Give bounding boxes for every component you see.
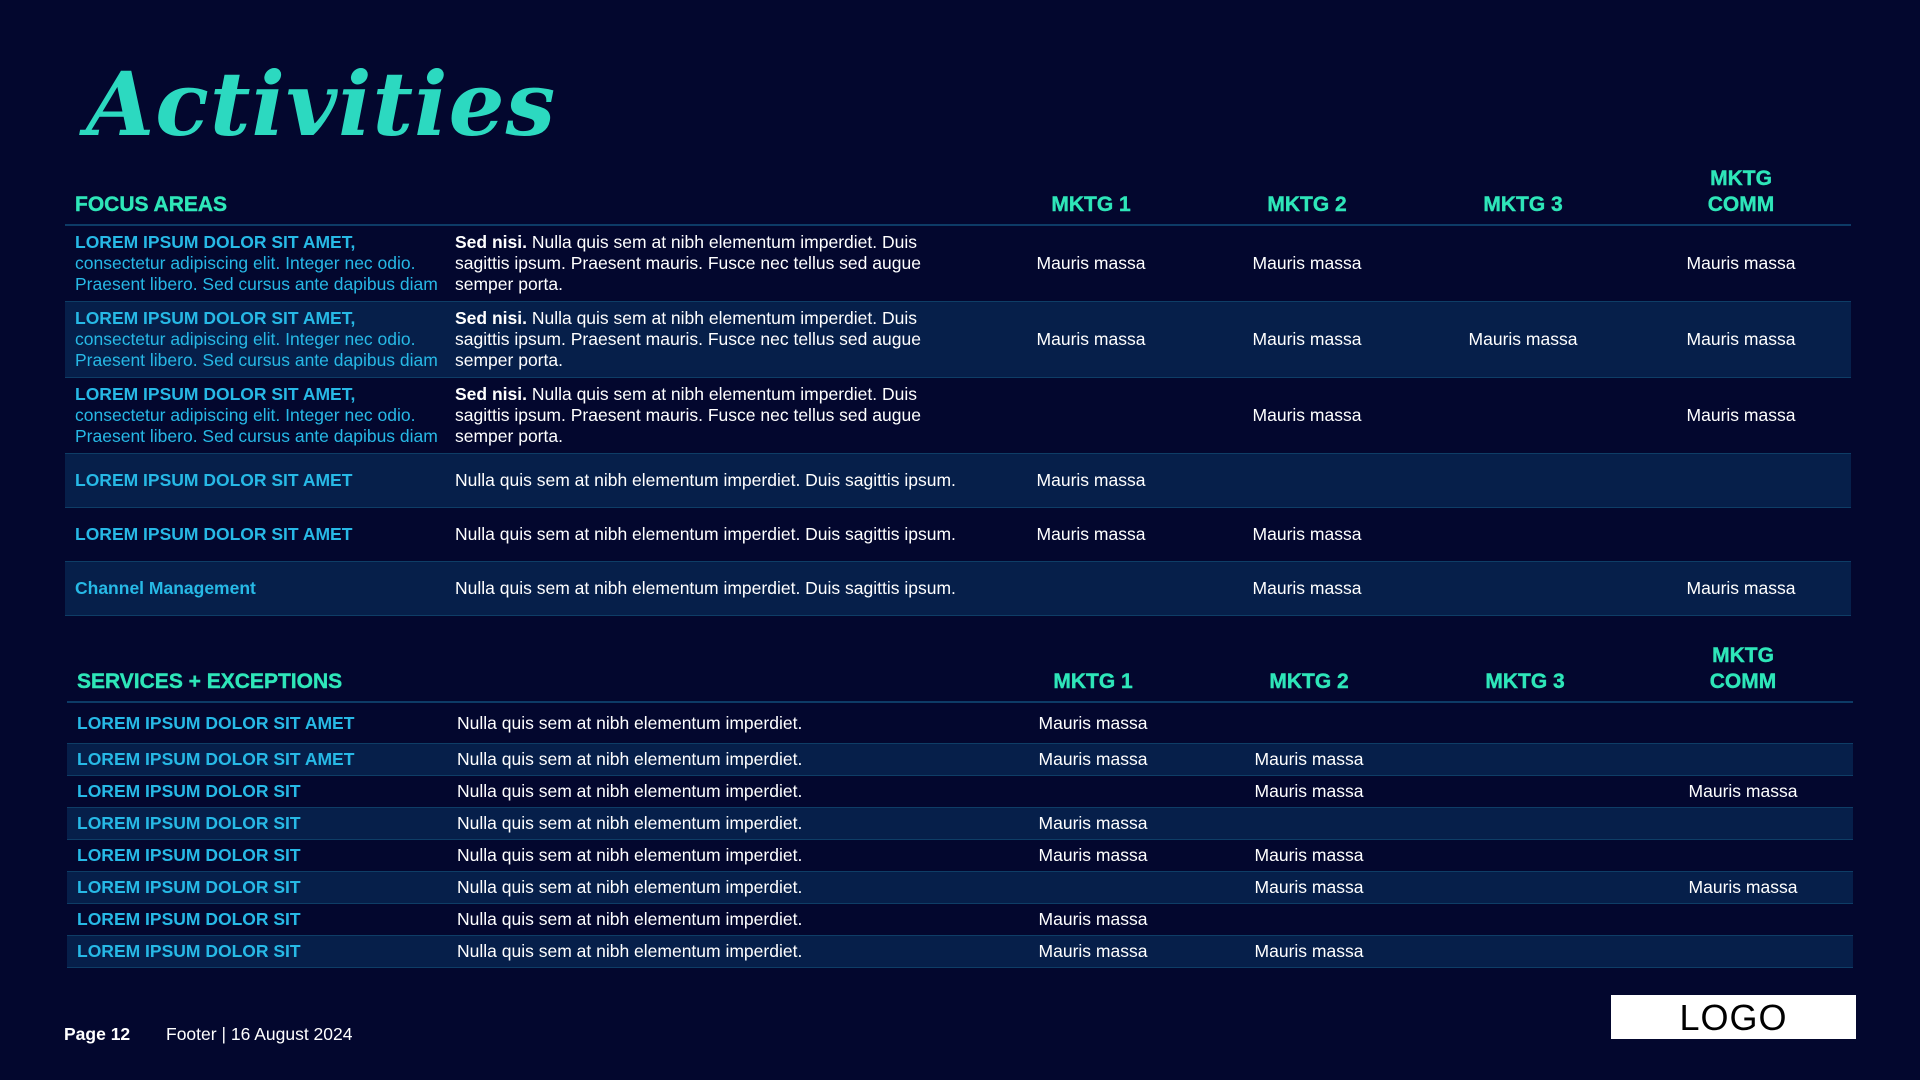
- description-text: Nulla quis sem at nibh elementum imperdiet. Duis sagittis ipsum. Praesent mauris. Fusce nec tellus sed augue semper porta.: [455, 384, 921, 446]
- mktg-3-cell: [1417, 936, 1633, 968]
- focus-area-lead: LOREM IPSUM DOLOR SIT AMET,: [75, 384, 356, 404]
- table-row: [65, 562, 1851, 616]
- mktg-2-cell: [1201, 702, 1417, 744]
- mktg-3-cell: [1417, 744, 1633, 776]
- description-cell: Nulla quis sem at nibh elementum imperdiet.: [455, 936, 985, 968]
- service-area-label: LOREM IPSUM DOLOR SIT: [77, 877, 301, 897]
- mktg-comm-cell: [1633, 936, 1853, 968]
- logo-placeholder: LOGO: [1611, 995, 1856, 1039]
- table-row: [67, 808, 1853, 840]
- mktg-comm-cell: Mauris massa: [1631, 378, 1851, 454]
- focus-area-sub: consectetur adipiscing elit. Integer nec odio. Praesent libero. Sed cursus ante dapibus diam: [75, 405, 438, 446]
- mktg-comm-cell: [1631, 454, 1851, 508]
- service-area-cell: [67, 936, 455, 968]
- description-cell: Nulla quis sem at nibh elementum imperdiet. Duis sagittis ipsum.: [453, 508, 983, 562]
- table-row: [65, 508, 1851, 562]
- table-header-row: [65, 166, 1851, 225]
- mktg-3-cell: [1417, 872, 1633, 904]
- mktg-1-cell: Mauris massa: [983, 302, 1199, 378]
- mktg-3-cell: Mauris massa: [1415, 302, 1631, 378]
- description-text: Nulla quis sem at nibh elementum imperdiet. Duis sagittis ipsum. Praesent mauris. Fusce nec tellus sed augue semper porta.: [455, 232, 921, 294]
- header-comm-line1: MKTG: [1712, 644, 1774, 667]
- service-area-cell: [67, 808, 455, 840]
- table-row: [67, 872, 1853, 904]
- mktg-1-cell: Mauris massa: [985, 936, 1201, 968]
- description-cell: Nulla quis sem at nibh elementum imperdiet. Duis sagittis ipsum.: [453, 454, 983, 508]
- footer-text: Footer | 16 August 2024: [166, 1024, 353, 1044]
- description-text: Nulla quis sem at nibh elementum imperdiet. Duis sagittis ipsum. Praesent mauris. Fusce nec tellus sed augue semper porta.: [455, 308, 921, 370]
- table-row: [67, 776, 1853, 808]
- table-row: [65, 225, 1851, 302]
- focus-area-cell: [65, 508, 453, 562]
- mktg-1-cell: Mauris massa: [985, 808, 1201, 840]
- mktg-comm-cell: Mauris massa: [1631, 225, 1851, 302]
- mktg-1-cell: Mauris massa: [985, 840, 1201, 872]
- focus-area-lead: Channel Management: [75, 578, 256, 598]
- header-comm-line2: COMM: [1709, 670, 1777, 693]
- mktg-comm-cell: [1633, 840, 1853, 872]
- mktg-2-cell: [1201, 904, 1417, 936]
- service-area-label: LOREM IPSUM DOLOR SIT: [77, 781, 301, 801]
- table-row: [67, 904, 1853, 936]
- mktg-2-cell: [1201, 808, 1417, 840]
- service-area-label: LOREM IPSUM DOLOR SIT: [77, 909, 301, 929]
- description-cell: Nulla quis sem at nibh elementum imperdiet.: [455, 808, 985, 840]
- service-area-label: LOREM IPSUM DOLOR SIT AMET: [77, 712, 355, 733]
- service-area-cell: [67, 744, 455, 776]
- mktg-1-cell: [983, 378, 1199, 454]
- focus-area-lead: LOREM IPSUM DOLOR SIT AMET: [75, 470, 353, 490]
- table-row: [65, 454, 1851, 508]
- mktg-comm-cell: Mauris massa: [1631, 302, 1851, 378]
- description-cell: Nulla quis sem at nibh elementum imperdiet.: [455, 702, 985, 744]
- mktg-1-cell: [985, 776, 1201, 808]
- header-mktg-3: MKTG 3: [1417, 643, 1633, 702]
- header-mktg-2: MKTG 2: [1199, 166, 1415, 225]
- header-mktg-1: MKTG 1: [983, 166, 1199, 225]
- description-cell: [453, 302, 983, 378]
- description-bold: Sed nisi.: [455, 308, 527, 328]
- mktg-1-cell: Mauris massa: [983, 508, 1199, 562]
- service-area-cell: [67, 904, 455, 936]
- table-row: [65, 302, 1851, 378]
- table-row: [67, 936, 1853, 968]
- table-row: [67, 840, 1853, 872]
- mktg-comm-cell: Mauris massa: [1633, 872, 1853, 904]
- mktg-2-cell: Mauris massa: [1199, 225, 1415, 302]
- mktg-3-cell: [1415, 454, 1631, 508]
- focus-area-lead: LOREM IPSUM DOLOR SIT AMET,: [75, 232, 356, 252]
- focus-area-cell: [65, 225, 453, 302]
- description-bold: Sed nisi.: [455, 384, 527, 404]
- mktg-comm-cell: Mauris massa: [1631, 562, 1851, 616]
- focus-area-cell: [65, 562, 453, 616]
- mktg-2-cell: Mauris massa: [1199, 378, 1415, 454]
- mktg-2-cell: Mauris massa: [1199, 562, 1415, 616]
- table-header-row: [67, 643, 1853, 702]
- description-cell: [453, 225, 983, 302]
- mktg-1-cell: [985, 872, 1201, 904]
- header-comm-line2: COMM: [1707, 193, 1775, 216]
- focus-area-cell: [65, 454, 453, 508]
- focus-area-sub: consectetur adipiscing elit. Integer nec odio. Praesent libero. Sed cursus ante dapibus diam: [75, 253, 438, 294]
- description-cell: Nulla quis sem at nibh elementum imperdiet.: [455, 904, 985, 936]
- service-area-cell: [67, 840, 455, 872]
- mktg-3-cell: [1415, 508, 1631, 562]
- mktg-comm-cell: Mauris massa: [1633, 776, 1853, 808]
- service-area-cell: [67, 776, 455, 808]
- page-title: Activities: [86, 52, 557, 156]
- mktg-3-cell: [1415, 378, 1631, 454]
- service-area-cell: [67, 702, 455, 744]
- service-area-label: LOREM IPSUM DOLOR SIT: [77, 941, 301, 961]
- mktg-comm-cell: [1633, 904, 1853, 936]
- mktg-comm-cell: [1631, 508, 1851, 562]
- mktg-3-cell: [1417, 840, 1633, 872]
- mktg-3-cell: [1417, 702, 1633, 744]
- mktg-3-cell: [1415, 562, 1631, 616]
- table-row: [67, 702, 1853, 744]
- mktg-comm-cell: [1633, 808, 1853, 840]
- mktg-1-cell: Mauris massa: [983, 454, 1199, 508]
- header-focus-areas: FOCUS AREAS: [65, 166, 983, 225]
- table-row: [65, 378, 1851, 454]
- description-cell: [453, 378, 983, 454]
- focus-areas-table: [65, 166, 1851, 616]
- description-cell: Nulla quis sem at nibh elementum imperdiet.: [455, 776, 985, 808]
- header-mktg-2: MKTG 2: [1201, 643, 1417, 702]
- header-mktg-1: MKTG 1: [985, 643, 1201, 702]
- focus-area-sub: consectetur adipiscing elit. Integer nec odio. Praesent libero. Sed cursus ante dapibus diam: [75, 329, 438, 370]
- mktg-3-cell: [1417, 776, 1633, 808]
- header-comm-line1: MKTG: [1710, 167, 1772, 190]
- service-area-label: LOREM IPSUM DOLOR SIT: [77, 845, 301, 865]
- service-area-label: LOREM IPSUM DOLOR SIT AMET: [77, 749, 355, 769]
- mktg-1-cell: Mauris massa: [985, 904, 1201, 936]
- mktg-1-cell: [983, 562, 1199, 616]
- description-cell: Nulla quis sem at nibh elementum imperdiet.: [455, 744, 985, 776]
- description-bold: Sed nisi.: [455, 232, 527, 252]
- mktg-2-cell: Mauris massa: [1201, 776, 1417, 808]
- focus-area-cell: [65, 378, 453, 454]
- focus-area-lead: LOREM IPSUM DOLOR SIT AMET,: [75, 308, 356, 328]
- mktg-2-cell: Mauris massa: [1201, 872, 1417, 904]
- mktg-1-cell: Mauris massa: [985, 744, 1201, 776]
- service-area-cell: [67, 872, 455, 904]
- service-area-label: LOREM IPSUM DOLOR SIT: [77, 813, 301, 833]
- mktg-2-cell: Mauris massa: [1199, 508, 1415, 562]
- mktg-3-cell: [1415, 225, 1631, 302]
- description-cell: Nulla quis sem at nibh elementum imperdiet.: [455, 840, 985, 872]
- table-row: [67, 744, 1853, 776]
- page-number: Page 12: [64, 1024, 131, 1044]
- mktg-comm-cell: [1633, 744, 1853, 776]
- mktg-3-cell: [1417, 808, 1633, 840]
- description-cell: Nulla quis sem at nibh elementum imperdiet.: [455, 872, 985, 904]
- header-mktg-comm: [1631, 166, 1851, 225]
- description-cell: Nulla quis sem at nibh elementum imperdiet. Duis sagittis ipsum.: [453, 562, 983, 616]
- header-mktg-3: MKTG 3: [1415, 166, 1631, 225]
- mktg-3-cell: [1417, 904, 1633, 936]
- mktg-2-cell: Mauris massa: [1201, 936, 1417, 968]
- mktg-2-cell: Mauris massa: [1199, 302, 1415, 378]
- mktg-2-cell: Mauris massa: [1201, 744, 1417, 776]
- mktg-2-cell: [1199, 454, 1415, 508]
- services-exceptions-table: [67, 643, 1853, 968]
- mktg-1-cell: Mauris massa: [983, 225, 1199, 302]
- focus-area-lead: LOREM IPSUM DOLOR SIT AMET: [75, 524, 353, 544]
- header-services-exceptions: SERVICES + EXCEPTIONS: [67, 643, 985, 702]
- focus-area-cell: [65, 302, 453, 378]
- mktg-2-cell: Mauris massa: [1201, 840, 1417, 872]
- header-mktg-comm: [1633, 643, 1853, 702]
- mktg-comm-cell: [1633, 702, 1853, 744]
- mktg-1-cell: Mauris massa: [985, 702, 1201, 744]
